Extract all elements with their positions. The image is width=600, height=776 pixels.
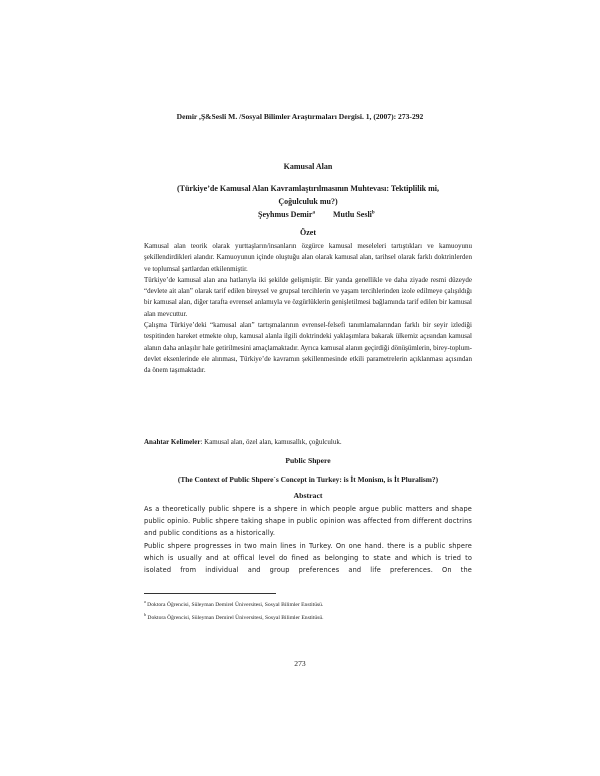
footnote-a <box>144 597 472 610</box>
english-title: Public Shpere <box>285 456 331 465</box>
keywords <box>144 437 472 448</box>
subtitle-line-1: (Türkiye’de Kamusal Alan Kavramlaştırılmasının Muhtevası: Tektiplilik mi, <box>176 184 440 193</box>
ozet-paragraph: Türkiye’de kamusal alan ana hatlarıyla iki şekilde gelişmiştir. Bir yanda genellikle ve daha ziyade resmi düzeyde “devlete ait alan” olarak tarif edilen bireysel ve grupsal tercihlerin ve yaşam tercihlerinden izole edilmeye çalışıldığı bir kamusal alan, diğer tarafta evrensel anlamıyla ve özgürlüklerin genişletilmesi bağlamında tarif edilen bir kamusal alan mevcuttur. <box>144 275 472 318</box>
abstract-paragraph: As a theoretically public shpere is a shpere in which people argue public matters and shape public opinio. Public shpere taking shape in public opinion was affected from different doctrins and public conditions as a historically. <box>144 505 472 538</box>
abstract-body <box>144 503 472 576</box>
footnote-a-mark: a <box>144 599 146 604</box>
subtitle-line-2: Çoğulculuk mu?) <box>278 197 338 206</box>
article-title: Kamusal Alan <box>283 162 333 171</box>
author-2-name: Mutlu Sesli <box>333 210 372 219</box>
page-number: 273 <box>294 659 306 668</box>
ozet-paragraph: Kamusal alan teorik olarak yurttaşların/insanların özgürce kamusal meseleleri tartıştıkları ve kamuoyunu şekillendirdikleri alandır. Kamuoyunun içinde oluştuğu alan olarak kamusal alan, tarihsel olarak farklı doktrinlerden ve toplumsal şartlardan etkilenmiştir. <box>144 242 472 273</box>
author-2 <box>333 210 375 219</box>
ozet-body <box>144 241 472 377</box>
footnote-b-mark: b <box>144 612 146 618</box>
abstract-heading: Abstract <box>293 491 323 500</box>
author-2-mark: b <box>371 210 375 216</box>
author-1-name: Şeyhmus Demir <box>258 210 313 219</box>
running-head: Demir ,Ş&Sesli M. /Sosyal Bilimler Araştırmaları Dergisi. 1, (2007): 273-292 <box>176 112 424 121</box>
footnote-b <box>144 610 472 623</box>
footnote-b-text: Doktora Öğrencisi, Süleyman Demirel Üniversitesi, Sosyal Bilimler Enstitüsü. <box>146 615 324 622</box>
keywords-label: Anahtar Kelimeler <box>144 438 201 446</box>
ozet-heading: Özet <box>300 228 316 237</box>
footnote-a-text: Doktora Öğrencisi, Süleyman Demirel Üniversitesi, Sosyal Bilimler Enstitüsü. <box>145 601 324 608</box>
abstract-paragraph: Public shpere progresses in two main lines in Turkey. On one hand. there is a public shpere which is usually and at offical level do fined as belonging to state and which is tried to isolated from individual and group preferences and life preferences. On the <box>144 541 472 575</box>
keywords-text: : Kamusal alan, özel alan, kamusallık, çoğulculuk. <box>200 438 342 446</box>
author-1-mark: a <box>312 210 315 216</box>
footnotes <box>144 597 472 624</box>
article-subtitle <box>144 182 472 208</box>
author-1 <box>258 210 315 219</box>
ozet-paragraph: Çalışma Türkiye’deki “kamusal alan” tartışmalarının evrensel-felsefi tanımlamalarından farklı bir seyir izlediği tespitinden hareket etmekte olup, kamusal alanla ilgili doktrindeki yaklaşımlara bakarak ülkemiz açısından kamusal alanın daha anlaşılır hale getirilmesini amaçlamaktadır. Ayrıca kamusal alanın geçirdiği dönüşümlerin, birey-toplum-devlet eksenlerinde ele alınması, Türkiye’de kavramın şekillenmesinde etkili parametrelerin açıklanması açısından da önem taşımaktadır. <box>144 321 472 375</box>
english-subtitle: (The Context of Public Shpere`s Concept in Turkey: is İt Monism, is İt Pluralism?) <box>177 475 439 484</box>
footnote-rule <box>144 593 276 594</box>
